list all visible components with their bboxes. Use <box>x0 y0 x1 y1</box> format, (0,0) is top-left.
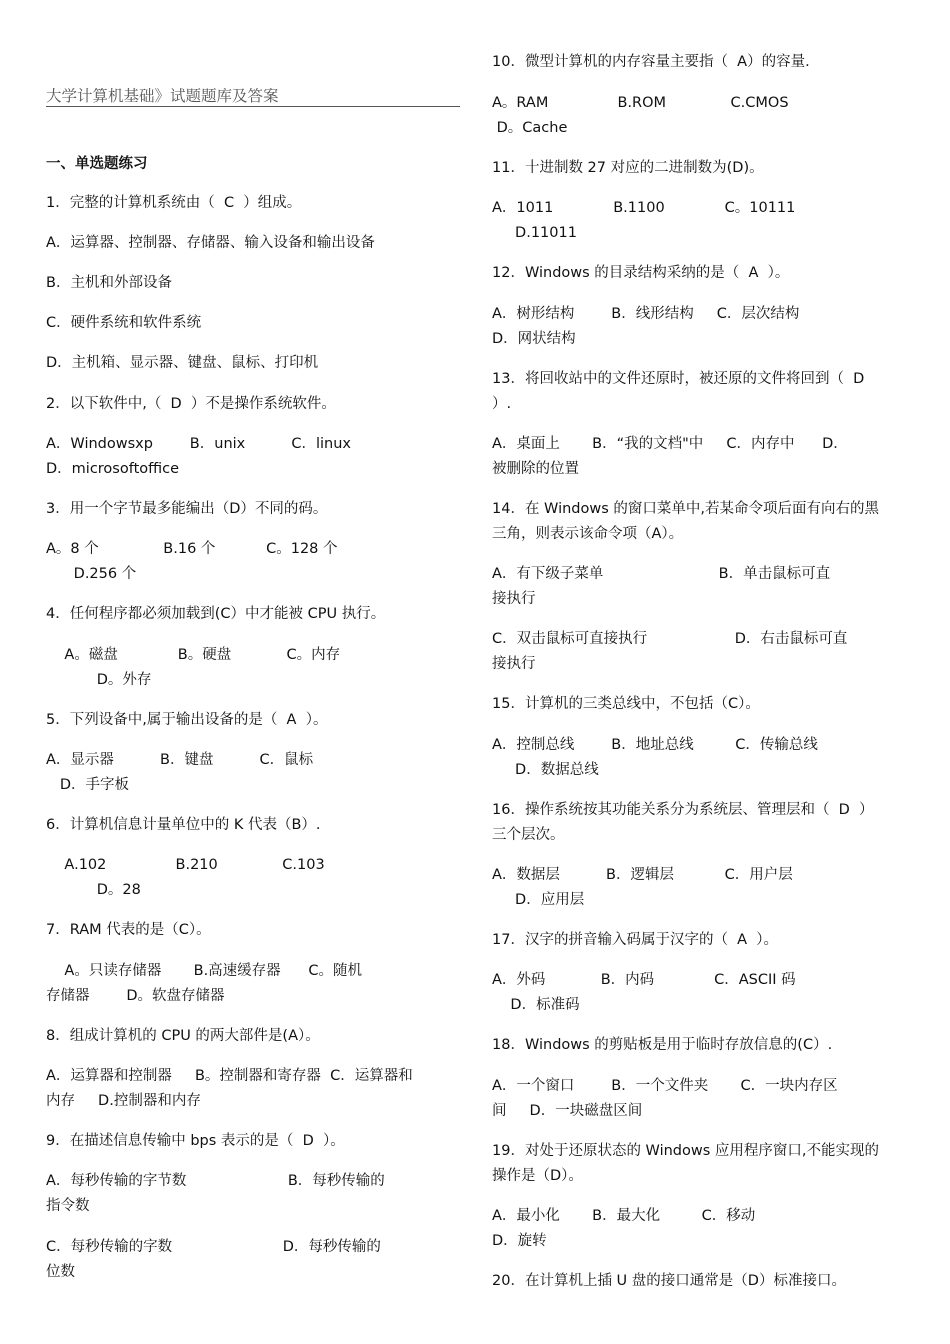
question-text-line: 20．在计算机上插 U 盘的接口通常是（D）标准接口。 <box>492 1273 846 1289</box>
question-text-line: A。只读存储器 B.高速缓存器 C。随机 <box>46 963 362 979</box>
question-text-line: D．主机箱、显示器、键盘、鼠标、打印机 <box>46 355 319 371</box>
question-text-line: 位数 <box>46 1264 75 1280</box>
question-text-line: A．最小化 B．最大化 C．移动 <box>492 1208 756 1224</box>
question-text-line: 7．RAM 代表的是（C）。 <box>46 922 211 938</box>
question-text-line: C．每秒传输的字数 D．每秒传输的 <box>46 1239 381 1255</box>
question-text-line: D．网状结构 <box>492 331 576 347</box>
question-text-line: A．外码 B．内码 C．ASCII 码 <box>492 972 796 988</box>
question-text-line: 4．任何程序都必须加载到(C）中才能被 CPU 执行。 <box>46 606 386 622</box>
question-text-line: A．控制总线 B．地址总线 C．传输总线 <box>492 737 818 753</box>
title-underline <box>46 106 460 107</box>
question-text-line: A．一个窗口 B．一个文件夹 C．一块内存区 <box>492 1078 838 1094</box>
question-text-line: D．数据总线 <box>492 762 599 778</box>
question-text-line: 18．Windows 的剪贴板是用于临时存放信息的(C）. <box>492 1037 833 1053</box>
question-text-line: 19．对处于还原状态的 Windows 应用程序窗口,不能实现的 <box>492 1143 880 1159</box>
question-text-line: A．树形结构 B．线形结构 C．层次结构 <box>492 306 800 322</box>
question-text-line: D。外存 <box>46 672 152 688</box>
question-text-line: A．1011 B.1100 C。10111 <box>492 200 796 216</box>
question-text-line: C．硬件系统和软件系统 <box>46 315 202 331</box>
question-text-line: 5．下列设备中,属于输出设备的是（ A ）。 <box>46 712 328 728</box>
question-text-line: 6．计算机信息计量单位中的 K 代表（B）. <box>46 817 321 833</box>
question-text-line: 存储器 D。软盘存储器 <box>46 988 225 1004</box>
question-text-line: 接执行 <box>492 591 536 607</box>
question-text-line: D.11011 <box>492 225 577 241</box>
question-text-line: A.102 B.210 C.103 <box>46 857 325 873</box>
question-text-line: 1．完整的计算机系统由（ C ）组成。 <box>46 195 302 211</box>
question-text-line: A．数据层 B．逻辑层 C．用户层 <box>492 867 793 883</box>
question-text-line: A．运算器、控制器、存储器、输入设备和输出设备 <box>46 235 375 251</box>
question-text-line: A。磁盘 B。硬盘 C。内存 <box>46 647 341 663</box>
question-text-line: 指令数 <box>46 1198 90 1214</box>
question-text-line: ）. <box>492 396 512 412</box>
question-text-line: A．显示器 B．键盘 C．鼠标 <box>46 752 314 768</box>
question-text-line: D.256 个 <box>46 566 137 582</box>
question-text-line: C．双击鼠标可直接执行 D．右击鼠标可直 <box>492 631 848 647</box>
question-text-line: 13．将回收站中的文件还原时，被还原的文件将回到（ D <box>492 371 865 387</box>
question-text-line: 操作是（D）。 <box>492 1168 583 1184</box>
question-text-line: 3．用一个字节最多能编出（D）不同的码。 <box>46 501 328 517</box>
question-text-line: 被删除的位置 <box>492 461 579 477</box>
question-text-line: B．主机和外部设备 <box>46 275 172 291</box>
question-text-line: D．旋转 <box>492 1233 547 1249</box>
question-text-line: 11．十进制数 27 对应的二进制数为(D)。 <box>492 160 764 176</box>
question-text-line: D．microsoftoffice <box>46 461 180 477</box>
question-text-line: 三角，则表示该命令项（A）。 <box>492 526 684 542</box>
question-text-line: D。Cache <box>492 120 568 136</box>
question-text-line: 16．操作系统按其功能关系分为系统层、管理层和（ D ） <box>492 802 874 818</box>
question-text-line: A．每秒传输的字节数 B．每秒传输的 <box>46 1173 385 1189</box>
question-text-line: A．运算器和控制器 B。控制器和寄存器 C．运算器和 <box>46 1068 413 1084</box>
document-title: 大学计算机基础》试题题库及答案 <box>46 87 279 105</box>
question-text-line: A。8 个 B.16 个 C。128 个 <box>46 541 338 557</box>
question-text-line: A．Windowsxp B．unix C．linux <box>46 436 351 452</box>
question-text-line: 15．计算机的三类总线中，不包括（C）。 <box>492 696 760 712</box>
question-text-line: 14．在 Windows 的窗口菜单中,若某命令项后面有向右的黑 <box>492 501 880 517</box>
question-text-line: 三个层次。 <box>492 827 565 843</box>
question-text-line: D．应用层 <box>492 892 585 908</box>
question-text-line: 9．在描述信息传输中 bps 表示的是（ D ）。 <box>46 1133 345 1149</box>
section-heading: 一、单选题练习 <box>46 156 148 172</box>
question-text-line: 内存 D.控制器和内存 <box>46 1093 201 1109</box>
question-text-line: 接执行 <box>492 656 536 672</box>
question-text-line: A。RAM B.ROM C.CMOS <box>492 95 789 111</box>
question-text-line: 间 D．一块磁盘区间 <box>492 1103 643 1119</box>
question-text-line: D。28 <box>46 882 141 898</box>
question-text-line: 17．汉字的拼音输入码属于汉字的（ A ）。 <box>492 932 779 948</box>
question-text-line: 12．Windows 的目录结构采纳的是（ A ）。 <box>492 265 790 281</box>
question-text-line: D．标准码 <box>492 997 580 1013</box>
question-text-line: A．桌面上 B．“我的文档"中 C．内存中 D． <box>492 436 848 452</box>
question-text-line: 8．组成计算机的 CPU 的两大部件是(A）。 <box>46 1028 320 1044</box>
question-text-line: A．有下级子菜单 B．单击鼠标可直 <box>492 566 831 582</box>
question-text-line: 10．微型计算机的内存容量主要指（ A）的容量. <box>492 54 810 70</box>
question-text-line: 2．以下软件中,（ D ）不是操作系统软件。 <box>46 396 336 412</box>
question-text-line: D．手字板 <box>46 777 129 793</box>
